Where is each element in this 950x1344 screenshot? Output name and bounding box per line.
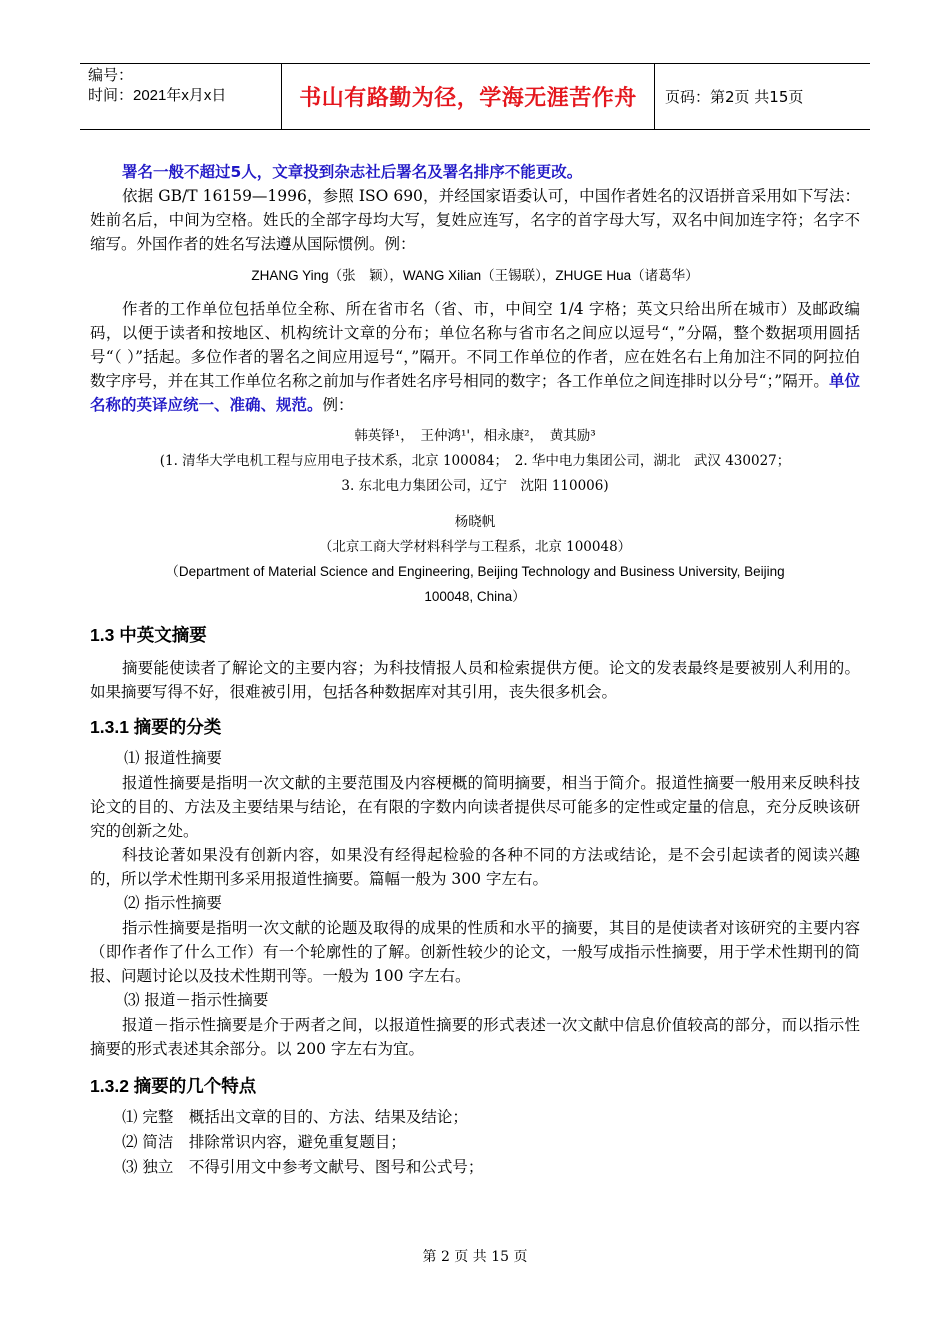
abstract-type-1-text: 报道性摘要是指明一次文献的主要范围及内容梗概的简明摘要，相当于简介。报道性摘要一般用来反映科技论文的目的、方法及主要结果与结论，在有限的字数内向读者提供尽可能多的定性或定量的信息，充分反映该研究的创新之处。: [90, 774, 860, 840]
list-item: ⑵ 简洁 排除常识内容，避免重复题目；: [122, 1133, 406, 1151]
abstract-type-2-text: 指示性摘要是指明一次文献的论题及取得的成果的性质和水平的摘要，其目的是使读者对该研究的主要内容（即作者作了什么工作）有一个轮廓性的了解。创新性较少的论文，一般写成指示性摘要，用于学术性期刊的简报、问题讨论以及技术性期刊等。一般为 100 字左右。: [90, 919, 860, 985]
example-affil-en-line1: （Department of Material Science and Engineering, Beijing Technology and Business University, Beijing: [165, 564, 785, 579]
example-names: ZHANG Ying（张 颖），WANG Xilian（王锡联），ZHUGE Hua（诸葛华）: [251, 268, 699, 283]
affiliation-tail: 例：: [322, 396, 354, 414]
abstract-type-3-text: 报道－指示性摘要是介于两者之间，以报道性摘要的形式表述一次文献中信息价值较高的部分，而以指示性摘要的形式表述其余部分。以 200 字左右为宜。: [90, 1016, 860, 1058]
paragraph-pinyin-rules: 依据 GB/T 16159—1996，参照 ISO 690，并经国家语委认可，中国作者姓名的汉语拼音采用如下写法：姓前名后，中间为空格。姓氏的全部字母均大写，复姓应连写，名字的首字母大写，双名中间加连字符；名字不缩写。外国作者的姓名写法遵从国际惯例。例：: [90, 187, 860, 253]
abstract-type-1-label: ⑴ 报道性摘要: [124, 749, 222, 767]
section-title-1-3-2: 1.3.2 摘要的几个特点: [90, 1076, 257, 1096]
section-title-1-3: 1.3 中英文摘要: [90, 625, 207, 645]
abstract-type-3-label: ⑶ 报道－指示性摘要: [124, 991, 269, 1009]
abstract-type-1-text2: 科技论著如果没有创新内容，如果没有经得起检验的各种不同的方法或结论，是不会引起读者的阅读兴趣的，所以学术性期刊多采用报道性摘要。篇幅一般为 300 字左右。: [90, 846, 860, 888]
page-header: [80, 63, 870, 130]
time-label: 时间：2021年x月x日: [88, 87, 227, 104]
affiliation-text: 作者的工作单位包括单位全称、所在省市名（省、市，中间空 1/4 字格；英文只给出所在城市）及邮政编码，以便于读者和按地区、机构统计文章的分布；单位名称与省市名之间应以逗号“，”分隔，整个数据项用圆括号“（ ）”括起。多位作者的署名之间应用逗号“，”隔开。不同工作单位的作者，应在姓名右上角加注不同的阿拉伯数字序号，并在其工作单位名称之前加与作者姓名序号相同的数字；各工作单位之间连排时以分号“；”隔开。: [90, 300, 860, 390]
paragraph-signature: [90, 160, 860, 184]
document-body: [90, 160, 860, 1180]
list-item: ⑴ 完整 概括出文章的目的、方法、结果及结论；: [122, 1108, 468, 1126]
abstract-type-2-label: ⑵ 指示性摘要: [124, 894, 222, 912]
header-motto: 书山有路勤为径，学海无涯苦作舟: [281, 64, 655, 129]
example-authors: 韩英铎¹， 王仲鸿¹'，相永康²， 黄其励³: [354, 428, 596, 444]
example-affil-cn: （北京工商大学材料科学与工程系，北京 100048）: [318, 539, 632, 555]
paragraph-affiliation: [90, 297, 860, 417]
example-affil-en-line2: 100048, China）: [424, 589, 526, 604]
list-item: ⑶ 独立 不得引用文中参考文献号、图号和公式号；: [122, 1158, 484, 1176]
example-affiliation-block: [90, 425, 860, 497]
features-list: [90, 1105, 860, 1180]
header-meta: [80, 64, 281, 129]
header-page-info: 页码：第2页 共15页: [665, 88, 804, 106]
signature-highlight: 署名一般不超过5人，文章投到杂志社后署名及署名排序不能更改。: [122, 163, 583, 181]
example-author-name: 杨晓帆: [454, 514, 496, 530]
affiliation-highlight: 单位名称的英译应统一、准确、规范。: [90, 372, 860, 414]
section-title-1-3-1: 1.3.1 摘要的分类: [90, 717, 222, 737]
page-footer: 第 2 页 共 15 页: [422, 1249, 528, 1265]
example-affil-line1: (1. 清华大学电机工程与应用电子技术系，北京 100084； 2. 华中电力集团公司，湖北 武汉 430027；: [159, 453, 791, 469]
example-affil-line2: 3. 东北电力集团公司，辽宁 沈阳 110006): [341, 478, 609, 494]
number-label: 编号：: [88, 67, 134, 84]
section-1-3-text: 摘要能使读者了解论文的主要内容；为科技情报人员和检索提供方便。论文的发表最终是要被别人利用的。如果摘要写得不好，很难被引用，包括各种数据库对其引用，丧失很多机会。: [90, 659, 860, 701]
example-single-author-block: [90, 511, 860, 608]
